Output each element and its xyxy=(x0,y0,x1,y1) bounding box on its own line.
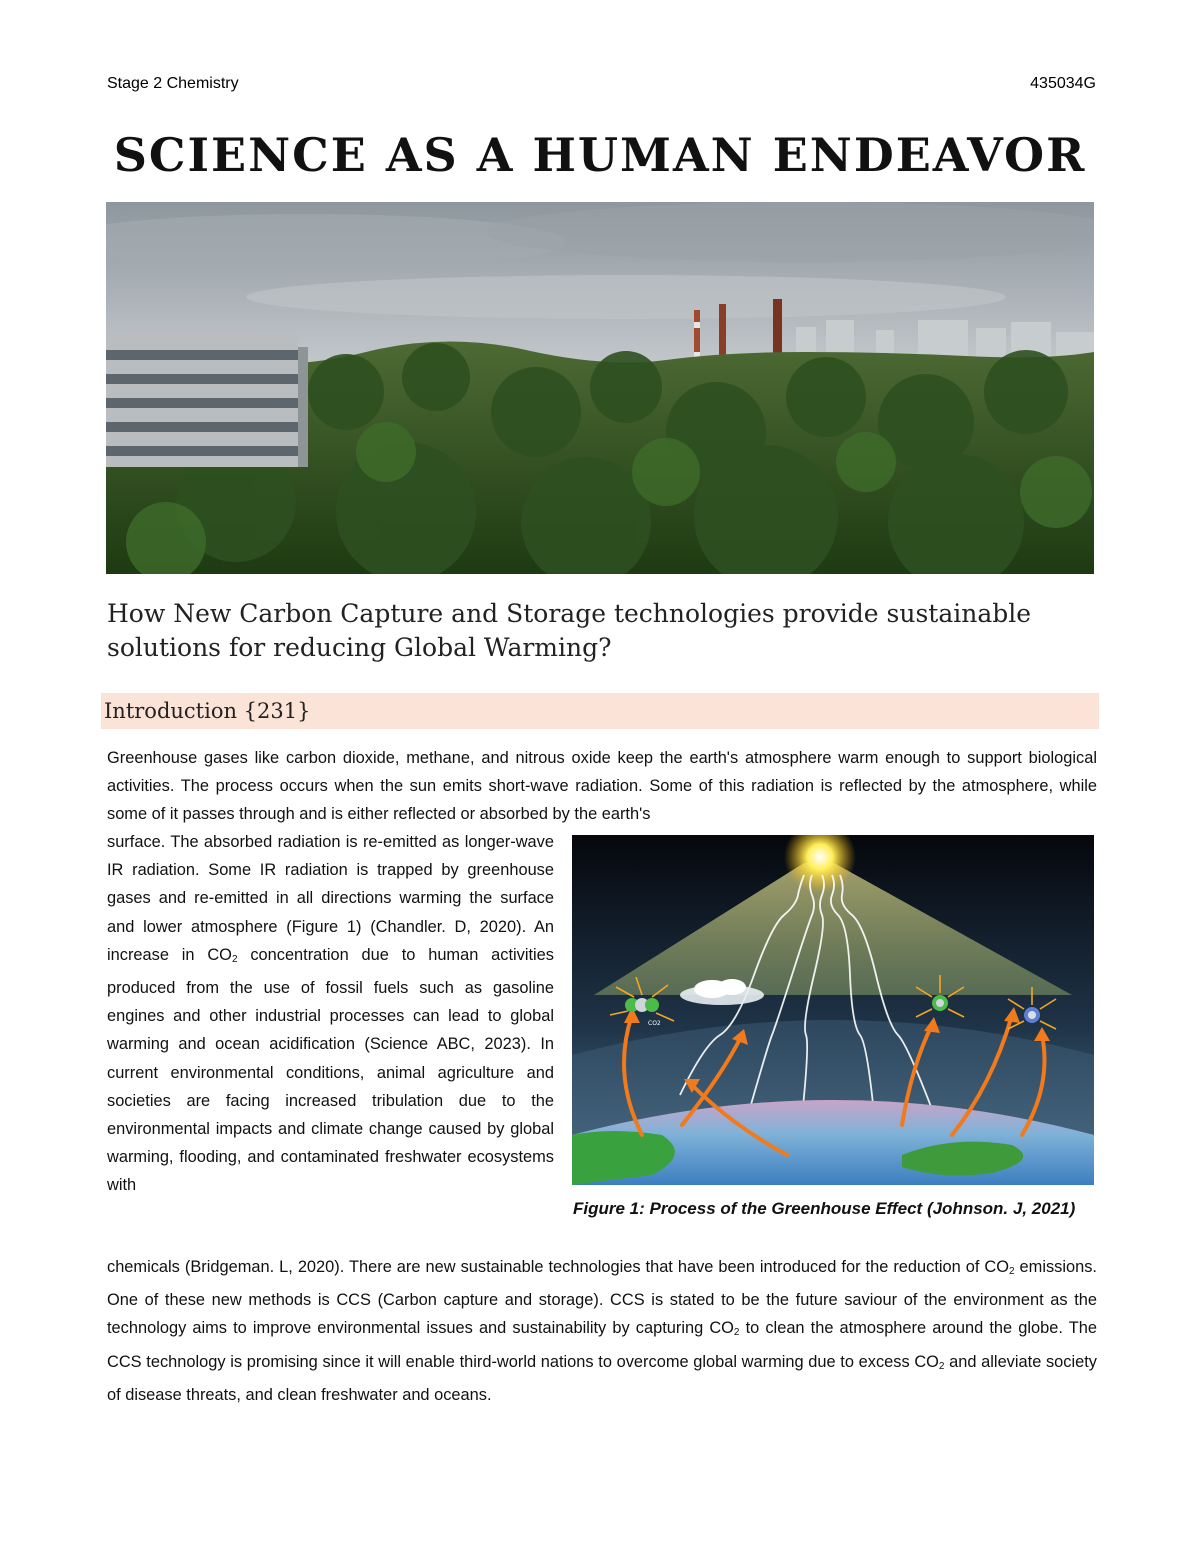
subscript-2: 2 xyxy=(231,953,238,965)
introduction-heading: Introduction {231} xyxy=(104,699,311,723)
subscript-2: 2 xyxy=(1009,1266,1015,1277)
document-title: SCIENCE AS A HUMAN ENDEAVOR xyxy=(113,128,1087,182)
para-left-part-1: surface. The absorbed radiation is re-emitted as longer-wave IR radiation. Some IR radiation is trapped by greenhouse gases and re-emitted in all directions warming the surface and lower atmosphere (Figure 1) (Chandler. D, 2020). An increase in CO xyxy=(107,833,554,964)
course-label: Stage 2 Chemistry xyxy=(107,75,239,92)
intro-paragraph-top: Greenhouse gases like carbon dioxide, methane, and nitrous oxide keep the earth's atmosphere warm enough to support biological activities. The process occurs when the sun emits short-wave radiation. Some of this radiation is reflected by the atmosphere, while some of it passes through and is either reflected or absorbed by the earth's xyxy=(107,749,1097,824)
intro-paragraph-bottom xyxy=(107,1253,1097,1409)
figure-caption: Figure 1: Process of the Greenhouse Effect (Johnson. J, 2021) xyxy=(573,1199,1076,1218)
hero-photo-industrial-forest xyxy=(106,202,1094,574)
student-id: 435034G xyxy=(1030,75,1096,92)
para-bottom-part-4: and alleviate society of disease threats, and clean freshwater and oceans. xyxy=(107,1352,1097,1404)
molecule-label: CO2 xyxy=(648,1020,661,1027)
para-bottom-part-2: emissions. One of these new methods is CCS (Carbon capture and storage). CCS is stated to be the future saviour of the environment as the technology aims to improve environmental issues and sustainability by capturing CO xyxy=(107,1258,1097,1338)
para-bottom-part-1: chemicals (Bridgeman. L, 2020). There are new sustainable technologies that have been introduced for the reduction of CO xyxy=(107,1258,1009,1276)
research-question: How New Carbon Capture and Storage technologies provide sustainable solutions for reducing Global Warming? xyxy=(107,599,1032,662)
para-left-part-2: concentration due to human activities produced from the use of fossil fuels such as gasoline engines and other industrial processes can lead to global warming and ocean acidification (Science ABC, 2023). In current environmental conditions, animal agriculture and societies are facing increased tribulation due to the environmental impacts and climate change caused by global warming, flooding, and contaminated freshwater ecosystems with xyxy=(107,945,554,1195)
greenhouse-effect-figure xyxy=(572,835,1094,1185)
para-bottom-part-3: to clean the atmosphere around the globe. The CCS technology is promising since it will enable third-world nations to overcome global warming due to excess CO xyxy=(107,1319,1097,1371)
subscript-2: 2 xyxy=(938,1360,945,1372)
intro-paragraph-left-column xyxy=(107,828,554,1200)
subscript-2: 2 xyxy=(733,1327,740,1339)
